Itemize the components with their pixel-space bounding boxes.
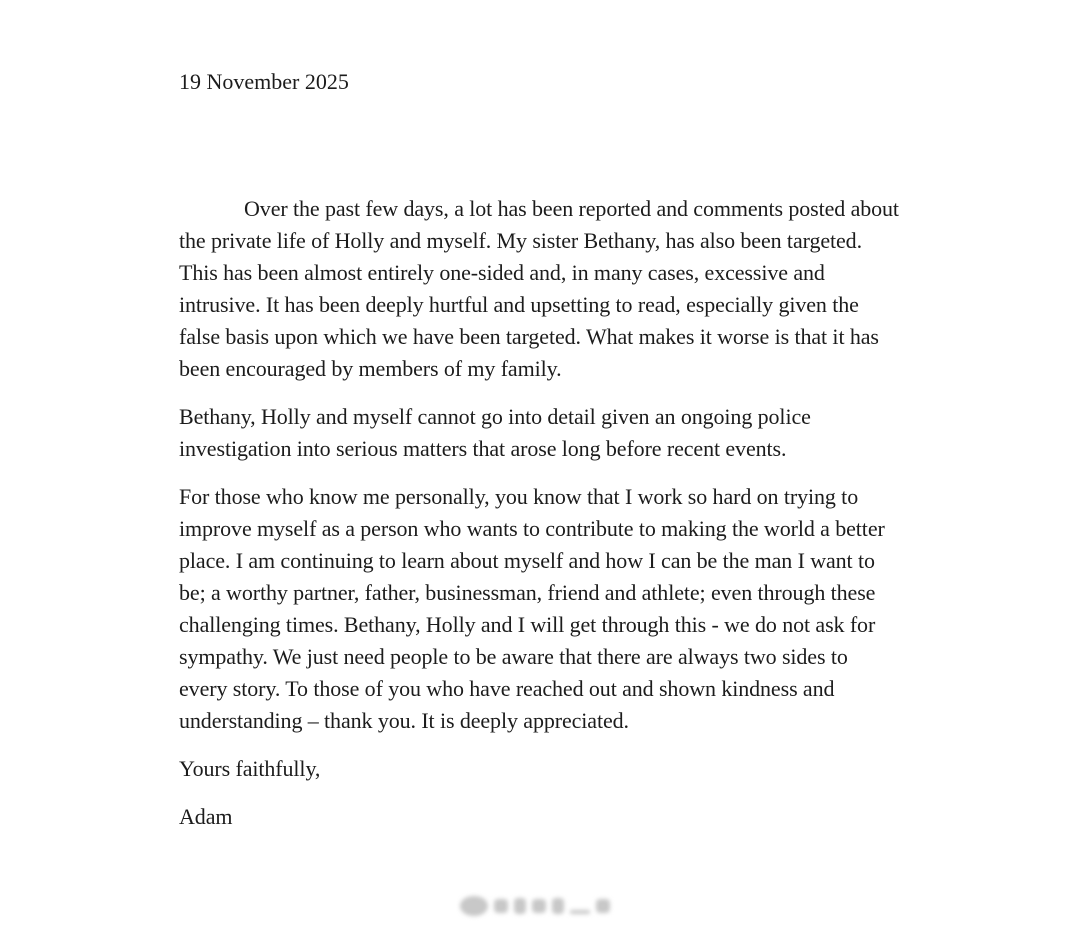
letter-closing: Yours faithfully, (179, 756, 321, 781)
letter-signature: Adam (179, 804, 233, 829)
paragraph-2: Bethany, Holly and myself cannot go into detail given an ongoing police investigation into serious matters that arose long before recent events. (179, 404, 811, 461)
letter-body (179, 193, 899, 849)
letter-date: 19 November 2025 (179, 69, 349, 94)
blurred-watermark-icon (456, 890, 622, 922)
paragraph-3: For those who know me personally, you know that I work so hard on trying to improve myself as a person who wants to contribute to making the world a better place. I am continuing to learn about myself and how I can be the man I want to be; a worthy partner, father, businessman, friend and athlete; even through these challenging times. Bethany, Holly and I will get through this - we do not ask for sympathy. We just need people to be aware that there are always two sides to every story. To those of you who have reached out and shown kindness and understanding – thank you. It is deeply appreciated. (179, 484, 885, 733)
paragraph-1: Over the past few days, a lot has been reported and comments posted about the private life of Holly and myself. My sister Bethany, has also been targeted. This has been almost entirely one-sided and, in many cases, excessive and intrusive. It has been deeply hurtful and upsetting to read, especially given the false basis upon which we have been targeted. What makes it worse is that it has been encouraged by members of my family. (179, 196, 899, 381)
